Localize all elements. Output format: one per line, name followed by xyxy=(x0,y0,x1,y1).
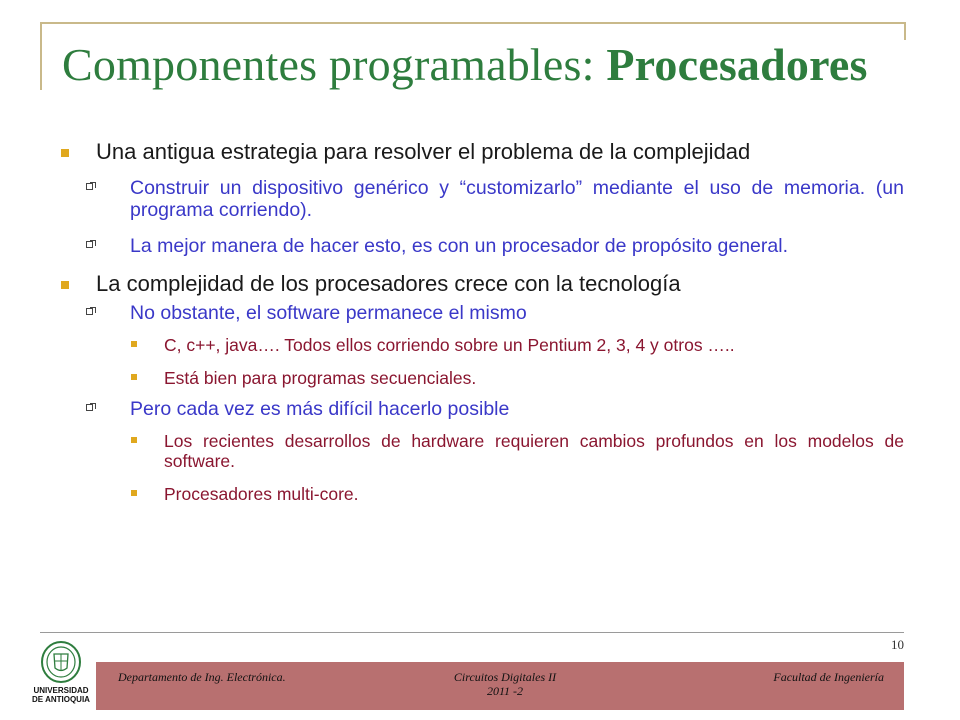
bullet-text: La complejidad de los procesadores crece con la tecnología xyxy=(96,271,681,296)
bullet-item xyxy=(58,272,904,296)
frame-top-line xyxy=(40,22,904,24)
footer-course-name: Circuitos Digitales II xyxy=(453,670,557,684)
footer-faculty: Facultad de Ingeniería xyxy=(773,670,884,684)
bullet-text: Los recientes desarrollos de hardware requieren cambios profundos en los modelos de software. xyxy=(164,431,904,471)
bullet-item xyxy=(164,484,904,504)
checkbox-bullet-icon xyxy=(86,308,93,315)
bullet-item xyxy=(58,140,904,164)
bullet-text: Procesadores multi-core. xyxy=(164,484,359,504)
footer-course-period: 2011 -2 xyxy=(486,684,524,698)
bullet-item xyxy=(130,302,904,324)
bullet-item xyxy=(164,368,904,388)
frame-right-tick xyxy=(904,22,906,40)
square-bullet-icon xyxy=(61,149,69,157)
university-logo-text xyxy=(28,686,94,704)
footer-bar xyxy=(96,662,904,710)
bullet-text: Está bien para programas secuenciales. xyxy=(164,368,477,388)
bullet-item xyxy=(130,398,904,420)
bullet-text: Una antigua estrategia para resolver el problema de la complejidad xyxy=(96,139,751,164)
square-bullet-icon xyxy=(131,341,137,347)
square-bullet-icon xyxy=(61,281,69,289)
bullet-text: La mejor manera de hacer esto, es con un procesador de propósito general. xyxy=(130,235,788,257)
footer-divider xyxy=(40,632,904,633)
checkbox-bullet-icon xyxy=(86,183,93,190)
slide-title xyxy=(62,38,868,91)
logo-line-1: UNIVERSIDAD xyxy=(33,686,89,695)
bullet-item xyxy=(130,177,904,221)
square-bullet-icon xyxy=(131,374,137,380)
slide-title-regular: Componentes programables: xyxy=(62,39,607,90)
bullet-text: Pero cada vez es más difícil hacerlo posible xyxy=(130,398,510,420)
bullet-list xyxy=(58,140,904,504)
frame-left-line xyxy=(40,22,42,90)
page-number: 10 xyxy=(891,637,904,652)
footer-department: Departamento de Ing. Electrónica. xyxy=(118,670,286,684)
checkbox-bullet-icon xyxy=(86,404,93,411)
square-bullet-icon xyxy=(131,490,137,496)
bullet-text: C, c++, java…. Todos ellos corriendo sobre un Pentium 2, 3, 4 y otros ….. xyxy=(164,335,735,355)
slide-title-bold: Procesadores xyxy=(606,39,868,90)
bullet-text: No obstante, el software permanece el mismo xyxy=(130,302,527,324)
checkbox-bullet-icon xyxy=(86,241,93,248)
footer-course xyxy=(450,670,560,698)
bullet-text: Construir un dispositivo genérico y “customizarlo” mediante el uso de memoria. (un programa corriendo). xyxy=(130,177,904,221)
square-bullet-icon xyxy=(131,437,137,443)
bullet-item xyxy=(164,335,904,355)
logo-line-2: DE ANTIOQUIA xyxy=(32,695,90,704)
bullet-item xyxy=(164,431,904,471)
bullet-item xyxy=(130,235,904,257)
